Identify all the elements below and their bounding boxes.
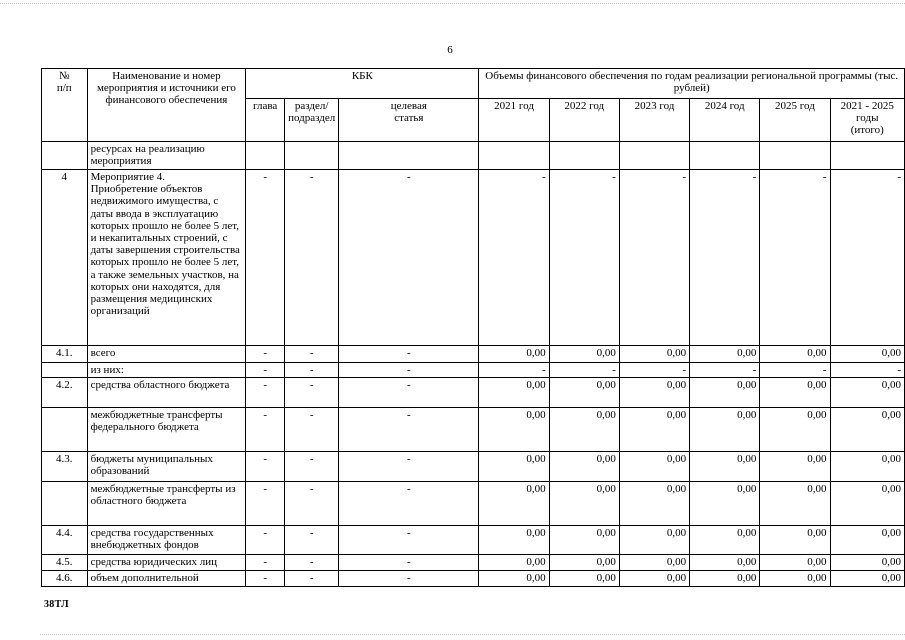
table-row bbox=[42, 142, 905, 170]
row-number-cell: 4.4. bbox=[42, 526, 88, 555]
value-total-cell bbox=[830, 142, 904, 170]
table-row bbox=[42, 452, 905, 482]
glava-cell: - bbox=[246, 482, 285, 526]
table-row bbox=[42, 482, 905, 526]
value-total-cell: 0,00 bbox=[830, 408, 904, 452]
value-total-cell: 0,00 bbox=[830, 482, 904, 526]
value-total-cell: 0,00 bbox=[830, 571, 904, 587]
table-row bbox=[42, 346, 905, 363]
glava-cell: - bbox=[246, 170, 285, 346]
row-name-cell: средства юридических лиц bbox=[87, 555, 246, 571]
statya-cell: - bbox=[339, 526, 479, 555]
header-year-2021: 2021 год bbox=[479, 99, 549, 142]
value-2023-cell: 0,00 bbox=[619, 346, 689, 363]
table-row bbox=[42, 378, 905, 408]
value-total-cell: 0,00 bbox=[830, 346, 904, 363]
value-2022-cell: - bbox=[549, 363, 619, 378]
value-2025-cell: 0,00 bbox=[760, 408, 830, 452]
financing-table bbox=[41, 68, 905, 587]
footer-code: 38ТЛ bbox=[44, 599, 69, 610]
value-2025-cell: 0,00 bbox=[760, 526, 830, 555]
razdel-cell: - bbox=[285, 363, 339, 378]
value-2023-cell: 0,00 bbox=[619, 526, 689, 555]
value-2021-cell: 0,00 bbox=[479, 346, 549, 363]
header-num: № п/п bbox=[42, 69, 88, 142]
table-row bbox=[42, 555, 905, 571]
value-2023-cell: - bbox=[619, 170, 689, 346]
value-2022-cell: 0,00 bbox=[549, 408, 619, 452]
value-2024-cell: 0,00 bbox=[690, 526, 760, 555]
header-total: 2021 - 2025 годы (итого) bbox=[830, 99, 904, 142]
value-2023-cell: 0,00 bbox=[619, 555, 689, 571]
razdel-cell: - bbox=[285, 346, 339, 363]
row-name-cell: средства областного бюджета bbox=[87, 378, 246, 408]
razdel-cell: - bbox=[285, 452, 339, 482]
value-2021-cell bbox=[479, 142, 549, 170]
value-2022-cell: 0,00 bbox=[549, 526, 619, 555]
statya-cell: - bbox=[339, 408, 479, 452]
value-2021-cell: 0,00 bbox=[479, 408, 549, 452]
header-name: Наименование и номер мероприятия и источники его финансового обеспечения bbox=[87, 69, 246, 142]
value-2022-cell: 0,00 bbox=[549, 482, 619, 526]
scan-edge-bottom bbox=[40, 634, 905, 635]
value-2024-cell: - bbox=[690, 363, 760, 378]
row-name-cell: всего bbox=[87, 346, 246, 363]
row-name-cell: бюджеты муниципальных образований bbox=[87, 452, 246, 482]
table-row bbox=[42, 571, 905, 587]
value-2024-cell: 0,00 bbox=[690, 555, 760, 571]
value-2022-cell: 0,00 bbox=[549, 452, 619, 482]
header-kbk: КБК bbox=[246, 69, 479, 99]
value-2024-cell bbox=[690, 142, 760, 170]
statya-cell: - bbox=[339, 571, 479, 587]
value-2025-cell: 0,00 bbox=[760, 452, 830, 482]
value-2021-cell: - bbox=[479, 363, 549, 378]
row-name-cell: межбюджетные трансферты из областного бюджета bbox=[87, 482, 246, 526]
value-2025-cell: - bbox=[760, 170, 830, 346]
value-2025-cell: 0,00 bbox=[760, 571, 830, 587]
value-2024-cell: 0,00 bbox=[690, 408, 760, 452]
page-number: 6 bbox=[447, 44, 453, 56]
value-2023-cell: 0,00 bbox=[619, 378, 689, 408]
value-2022-cell: 0,00 bbox=[549, 346, 619, 363]
statya-cell: - bbox=[339, 482, 479, 526]
value-total-cell: - bbox=[830, 170, 904, 346]
razdel-cell bbox=[285, 142, 339, 170]
table-row bbox=[42, 408, 905, 452]
header-year-2024: 2024 год bbox=[690, 99, 760, 142]
row-number-cell bbox=[42, 363, 88, 378]
row-number-cell: 4.5. bbox=[42, 555, 88, 571]
value-2022-cell: 0,00 bbox=[549, 378, 619, 408]
row-number-cell: 4.6. bbox=[42, 571, 88, 587]
glava-cell: - bbox=[246, 452, 285, 482]
header-statya: целевая статья bbox=[339, 99, 479, 142]
value-2025-cell: 0,00 bbox=[760, 482, 830, 526]
value-2023-cell: 0,00 bbox=[619, 482, 689, 526]
header-row-top bbox=[42, 69, 905, 99]
row-name-cell: межбюджетные трансферты федерального бюджета bbox=[87, 408, 246, 452]
razdel-cell: - bbox=[285, 555, 339, 571]
table-row bbox=[42, 363, 905, 378]
row-name-cell: ресурсах на реализацию мероприятия bbox=[87, 142, 246, 170]
row-number-cell: 4.1. bbox=[42, 346, 88, 363]
value-2025-cell: 0,00 bbox=[760, 346, 830, 363]
value-2021-cell: 0,00 bbox=[479, 378, 549, 408]
razdel-cell: - bbox=[285, 170, 339, 346]
value-2021-cell: 0,00 bbox=[479, 482, 549, 526]
statya-cell: - bbox=[339, 452, 479, 482]
value-2021-cell: 0,00 bbox=[479, 526, 549, 555]
row-name-cell: средства государственных внебюджетных фондов bbox=[87, 526, 246, 555]
value-2023-cell: 0,00 bbox=[619, 571, 689, 587]
value-2024-cell: 0,00 bbox=[690, 452, 760, 482]
razdel-cell: - bbox=[285, 571, 339, 587]
glava-cell: - bbox=[246, 346, 285, 363]
value-2021-cell: 0,00 bbox=[479, 571, 549, 587]
glava-cell: - bbox=[246, 363, 285, 378]
value-2023-cell: - bbox=[619, 363, 689, 378]
value-2024-cell: 0,00 bbox=[690, 482, 760, 526]
glava-cell: - bbox=[246, 408, 285, 452]
statya-cell: - bbox=[339, 170, 479, 346]
statya-cell bbox=[339, 142, 479, 170]
statya-cell: - bbox=[339, 378, 479, 408]
value-total-cell: 0,00 bbox=[830, 555, 904, 571]
value-total-cell: 0,00 bbox=[830, 452, 904, 482]
row-number-cell: 4.3. bbox=[42, 452, 88, 482]
value-2021-cell: - bbox=[479, 170, 549, 346]
glava-cell: - bbox=[246, 571, 285, 587]
header-razdel: раздел/ подраздел bbox=[285, 99, 339, 142]
value-2024-cell: 0,00 bbox=[690, 571, 760, 587]
value-2022-cell bbox=[549, 142, 619, 170]
header-year-2023: 2023 год bbox=[619, 99, 689, 142]
glava-cell bbox=[246, 142, 285, 170]
glava-cell: - bbox=[246, 378, 285, 408]
row-number-cell: 4.2. bbox=[42, 378, 88, 408]
glava-cell: - bbox=[246, 555, 285, 571]
statya-cell: - bbox=[339, 555, 479, 571]
scan-edge-top bbox=[0, 3, 905, 4]
header-year-2025: 2025 год bbox=[760, 99, 830, 142]
value-2025-cell bbox=[760, 142, 830, 170]
razdel-cell: - bbox=[285, 408, 339, 452]
value-2023-cell: 0,00 bbox=[619, 408, 689, 452]
value-2022-cell: 0,00 bbox=[549, 555, 619, 571]
value-2025-cell: 0,00 bbox=[760, 555, 830, 571]
row-number-cell bbox=[42, 482, 88, 526]
value-2023-cell bbox=[619, 142, 689, 170]
value-2025-cell: 0,00 bbox=[760, 378, 830, 408]
value-2024-cell: 0,00 bbox=[690, 346, 760, 363]
value-2024-cell: - bbox=[690, 170, 760, 346]
glava-cell: - bbox=[246, 526, 285, 555]
razdel-cell: - bbox=[285, 378, 339, 408]
table-row bbox=[42, 170, 905, 346]
table-row bbox=[42, 526, 905, 555]
razdel-cell: - bbox=[285, 526, 339, 555]
value-2023-cell: 0,00 bbox=[619, 452, 689, 482]
value-2021-cell: 0,00 bbox=[479, 555, 549, 571]
value-2021-cell: 0,00 bbox=[479, 452, 549, 482]
value-2022-cell: - bbox=[549, 170, 619, 346]
razdel-cell: - bbox=[285, 482, 339, 526]
statya-cell: - bbox=[339, 346, 479, 363]
value-2022-cell: 0,00 bbox=[549, 571, 619, 587]
header-glava: глава bbox=[246, 99, 285, 142]
value-2025-cell: - bbox=[760, 363, 830, 378]
value-total-cell: 0,00 bbox=[830, 378, 904, 408]
value-2024-cell: 0,00 bbox=[690, 378, 760, 408]
row-name-cell: Мероприятие 4. Приобретение объектов недвижимого имущества, с даты ввода в эксплуатацию которых прошло не более 5 лет, и некапитальных строений, с даты завершения строительства которых прошло не более 5 лет, а также земельных участков, на которых они находятся, для размещения медицинских организаций bbox=[87, 170, 246, 346]
row-name-cell: объем дополнительной bbox=[87, 571, 246, 587]
row-number-cell bbox=[42, 408, 88, 452]
header-volumes: Объемы финансового обеспечения по годам реализации региональной программы (тыс. рублей) bbox=[479, 69, 905, 99]
row-number-cell bbox=[42, 142, 88, 170]
header-year-2022: 2022 год bbox=[549, 99, 619, 142]
value-total-cell: 0,00 bbox=[830, 526, 904, 555]
value-total-cell: - bbox=[830, 363, 904, 378]
statya-cell: - bbox=[339, 363, 479, 378]
row-name-cell: из них: bbox=[87, 363, 246, 378]
row-number-cell: 4 bbox=[42, 170, 88, 346]
